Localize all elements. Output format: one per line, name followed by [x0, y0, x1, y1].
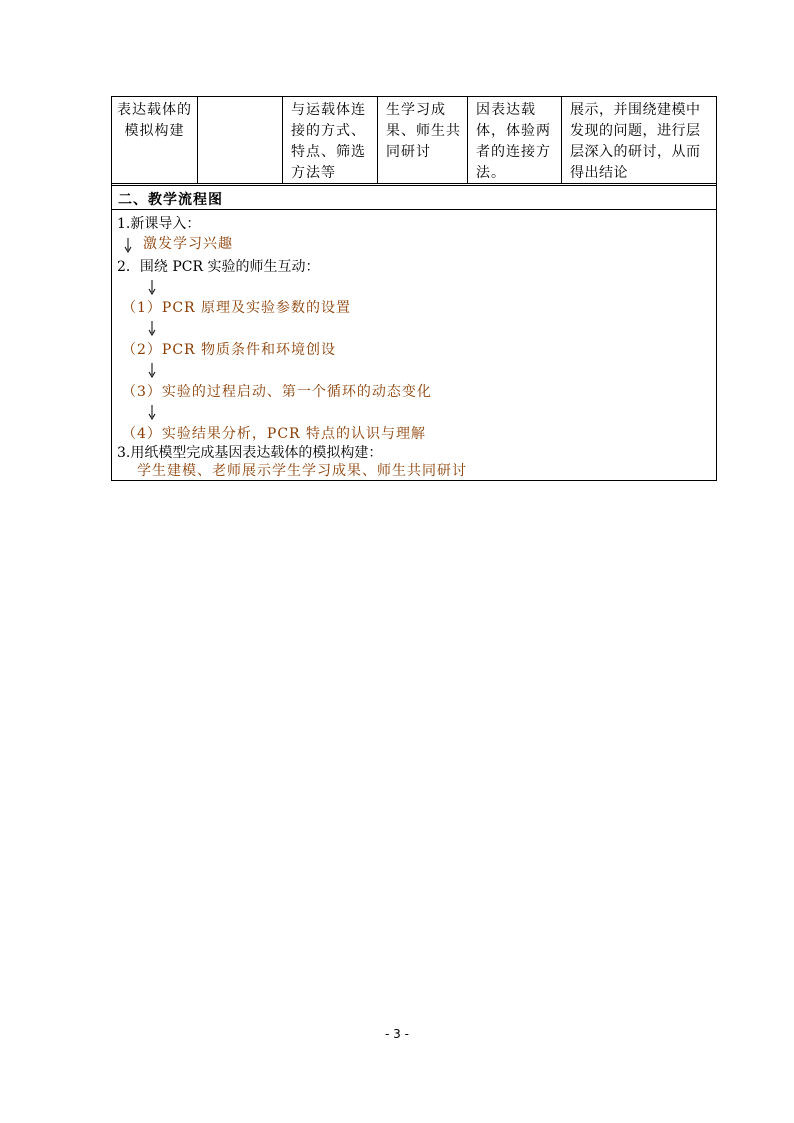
flow-step-1: （1）PCR 原理及实验参数的设置	[122, 300, 352, 316]
flow-step-2: （2）PCR 物质条件和环境创设	[122, 342, 337, 358]
flow-item-3: 3.用纸模型完成基因表达载体的模拟构建：	[117, 445, 383, 461]
cell-purpose: 因表达载体，体验两者的连接方法。	[468, 97, 562, 183]
table-row	[112, 97, 716, 186]
down-arrow-icon	[147, 404, 157, 420]
flow-step-4: （4）实验结果分析，PCR 特点的认识与理解	[122, 426, 427, 442]
flowchart	[112, 210, 716, 480]
down-arrow-icon	[147, 320, 157, 336]
cell-content: 与运载体连接的方式、特点、筛选方法等	[283, 97, 378, 183]
flow-step-3: （3）实验的过程启动、第一个循环的动态变化	[122, 384, 432, 400]
cell-activity: 展示，并围绕建模中发现的问题，进行层层深入的研讨，从而得出结论	[570, 102, 701, 181]
down-arrow-icon	[147, 362, 157, 378]
cell-method: 生学习成果、师生共同研讨	[378, 97, 468, 183]
cell-topic: 表达载体的模拟构建	[112, 97, 198, 183]
cell-empty	[198, 97, 283, 183]
flow-item-1-sub: 激发学习兴趣	[143, 236, 233, 252]
page-number: - 3 -	[385, 1027, 409, 1041]
down-arrow-icon	[123, 237, 133, 253]
section-title: 二、教学流程图	[112, 186, 716, 210]
flow-item-2: 2．围绕 PCR 实验的师生互动：	[117, 259, 320, 275]
flow-item-3-sub: 学生建模、老师展示学生学习成果、师生共同研讨	[137, 463, 467, 479]
down-arrow-icon	[147, 279, 157, 295]
lesson-table	[111, 96, 717, 481]
flow-item-1: 1.新课导入：	[117, 216, 201, 232]
